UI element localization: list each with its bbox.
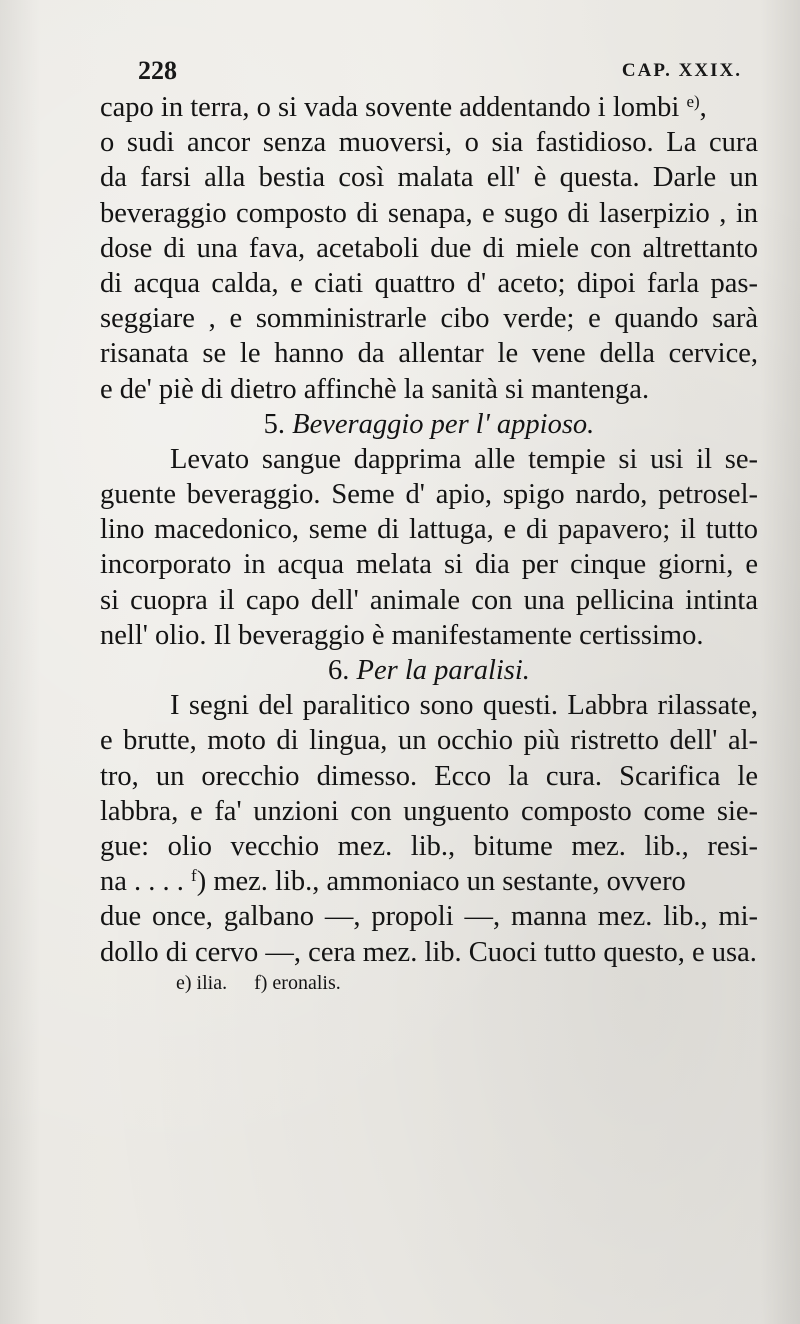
footnote-marker-f: f: [191, 866, 197, 886]
footnotes: [176, 972, 341, 995]
text-line: di acqua calda, e ciati quattro d' aceto; dipoi farla pas-: [100, 267, 758, 299]
text-line: capo in terra, o si vada sovente addentando i lombi $^{e)}$,: [100, 92, 707, 123]
text-line: labbra, e fa' unzioni con unguento composto come sie-: [100, 795, 758, 827]
text-line: tro, un orecchio dimesso. Ecco la cura. Scarifica le: [100, 760, 758, 792]
running-head: CAP. XXIX.: [621, 60, 742, 81]
page-header: [138, 52, 742, 92]
text-line: due once, galbano —, propoli —, manna mez. lib., mi-: [100, 901, 758, 933]
main-text: [100, 90, 758, 970]
text-line: si cuopra il capo dell' animale con una pellicina intinta: [100, 584, 758, 616]
text-line: dollo di cervo —, cera mez. lib. Cuoci tutto questo, e usa.: [100, 936, 757, 968]
text-line: guente beveraggio. Seme d' apio, spigo nardo, petrosel-: [100, 479, 758, 511]
text-line: e brutte, moto di lingua, un occhio più ristretto dell' al-: [100, 725, 758, 757]
text-line: Levato sangue dapprima alle tempie si usi il se-: [170, 443, 758, 475]
text-line: o sudi ancor senza muoversi, o sia fastidioso. La cura: [100, 127, 758, 159]
footnote-f: f) eronalis.: [254, 972, 341, 994]
section-heading-6: 6. Per la paralisi.: [328, 655, 530, 686]
text-line: incorporato in acqua melata si dia per cinque giorni, e: [100, 549, 758, 581]
text-line: dose di una fava, acetaboli due di miele con altrettanto: [100, 232, 758, 264]
text-line: e de' piè di dietro affinchè la sanità si mantenga.: [100, 373, 650, 405]
footnote-marker-e: e): [686, 92, 700, 111]
page-number: 228: [138, 56, 177, 85]
text-line: risanata se le hanno da allentar le vene della cervice,: [100, 338, 758, 370]
text-line: da farsi alla bestia così malata ell' è questa. Darle un: [100, 162, 758, 194]
text-line: na . . . . $^f$) mez. lib., ammoniaco un sestante, ovvero: [100, 866, 686, 898]
section-heading-5: 5. Beveraggio per l' appioso.: [263, 408, 595, 440]
text-line: seggiare , e somministrarle cibo verde; e quando sarà: [100, 303, 758, 335]
text-line: nell' olio. Il beveraggio è manifestamente certissimo.: [100, 619, 704, 651]
text-line: I segni del paralitico sono questi. Labbra rilassate,: [170, 690, 758, 722]
text-line: gue: olio vecchio mez. lib., bitume mez. lib., resi-: [100, 830, 758, 862]
text-line: beveraggio composto di senapa, e sugo di laserpizio , in: [100, 197, 758, 229]
text-line: lino macedonico, seme di lattuga, e di papavero; il tutto: [100, 514, 758, 546]
show-through-text: [90, 1000, 750, 1032]
footnote-e: e) ilia.: [176, 972, 228, 994]
